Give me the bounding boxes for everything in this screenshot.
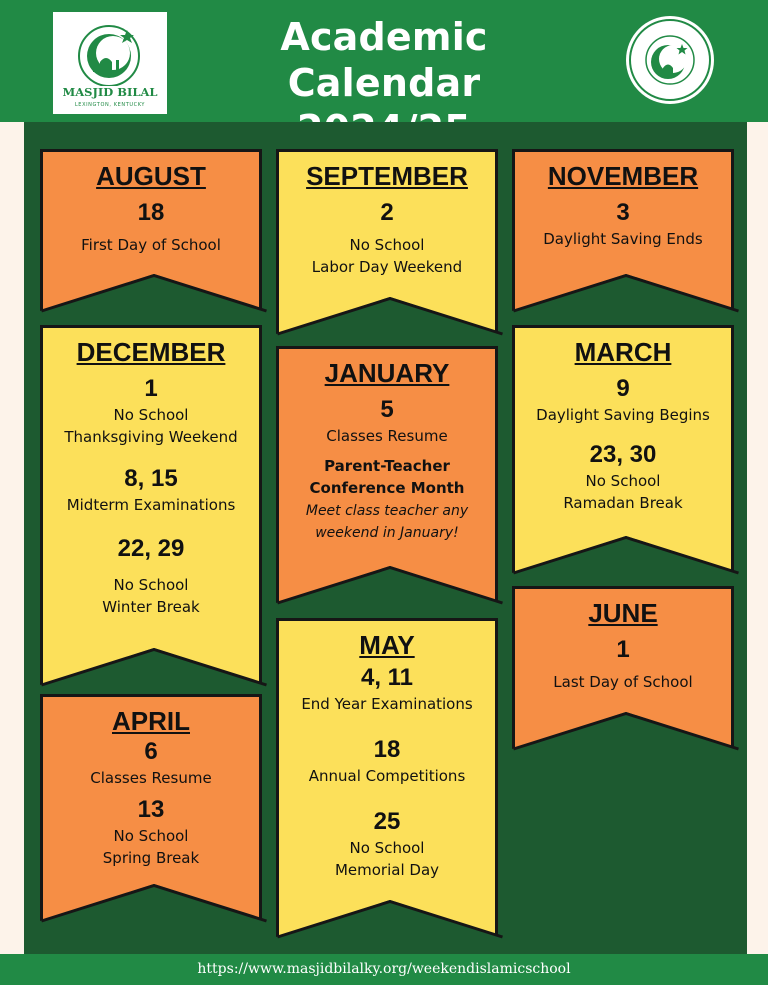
crescent-mosque-icon	[626, 16, 714, 104]
school-name: MASJID BILAL	[62, 85, 158, 99]
event-description: Memorial Day	[334, 861, 440, 879]
event-note: Meet class teacher any	[305, 503, 469, 519]
event-description: Annual Competitions	[308, 767, 466, 785]
month-name: APRIL	[112, 706, 190, 736]
month-card-may	[276, 618, 498, 942]
footer-bar	[0, 954, 768, 985]
month-card-december	[40, 325, 262, 690]
event-date: 22, 29	[117, 535, 185, 562]
event-description: Midterm Examinations	[66, 496, 236, 514]
event-description: Ramadan Break	[563, 494, 683, 512]
month-name: NOVEMBER	[547, 161, 699, 191]
event-date: 1	[616, 636, 630, 663]
banner-notch	[40, 884, 268, 926]
event-description: Spring Break	[102, 849, 200, 867]
event-note: weekend in January!	[315, 525, 459, 541]
event-highlight: Conference Month	[309, 479, 465, 497]
event-description: Daylight Saving Ends	[543, 230, 703, 248]
event-date: 8, 15	[124, 465, 178, 492]
weekend-islamic-school-logo	[53, 12, 167, 114]
month-card-november	[512, 149, 734, 316]
banner-notch	[512, 536, 740, 578]
event-date: 18	[373, 736, 401, 763]
banner-notch	[40, 648, 268, 690]
month-card-september	[276, 149, 498, 339]
event-description: No School	[113, 406, 189, 424]
event-description: Thanksgiving Weekend	[64, 428, 238, 446]
event-date: 2	[380, 199, 394, 226]
event-description: Winter Break	[102, 598, 200, 616]
event-description: Classes Resume	[90, 769, 212, 787]
event-description: Daylight Saving Begins	[536, 406, 710, 424]
school-location: LEXINGTON, KENTUCKY	[74, 102, 146, 108]
event-description: No School	[113, 827, 189, 845]
event-description: No School	[113, 576, 189, 594]
month-card-march	[512, 325, 734, 578]
month-name: DECEMBER	[76, 337, 226, 367]
event-date: 25	[373, 808, 401, 835]
event-description: End Year Examinations	[301, 695, 473, 713]
month-name: SEPTEMBER	[306, 161, 468, 191]
event-description: No School	[349, 839, 425, 857]
event-date: 18	[137, 199, 165, 226]
event-date: 1	[144, 375, 158, 402]
month-card-august	[40, 149, 262, 316]
event-date: 3	[616, 199, 630, 226]
event-date: 4, 11	[360, 664, 414, 691]
masjid-bilal-ibn-rabah-logo	[626, 16, 714, 104]
website-link[interactable]: https://www.masjidbilalky.org/weekendislamicschool	[197, 961, 571, 977]
event-date: 5	[380, 396, 394, 423]
banner-notch	[512, 274, 740, 316]
title-line-1: Academic Calendar	[280, 15, 488, 105]
event-description: Classes Resume	[326, 427, 448, 445]
header-bar	[0, 0, 768, 122]
banner-notch	[276, 566, 504, 608]
event-description: Last Day of School	[553, 673, 693, 691]
month-name: JUNE	[588, 598, 658, 628]
crescent-mosque-icon	[67, 16, 151, 86]
month-card-june	[512, 586, 734, 754]
month-card-april	[40, 694, 262, 926]
event-description: First Day of School	[81, 236, 221, 254]
banner-notch	[276, 297, 504, 339]
banner-notch	[512, 712, 740, 754]
event-date: 6	[144, 738, 158, 765]
month-name: MAY	[359, 630, 415, 660]
event-highlight: Parent-Teacher	[324, 457, 450, 475]
event-description: No School	[585, 472, 661, 490]
event-date: 13	[137, 796, 165, 823]
month-card-january	[276, 346, 498, 608]
month-name: MARCH	[574, 337, 672, 367]
event-date: 23, 30	[589, 441, 657, 468]
calendar-board	[24, 122, 747, 954]
event-date: 9	[616, 375, 630, 402]
month-name: JANUARY	[324, 358, 450, 388]
month-name: AUGUST	[96, 161, 206, 191]
event-description: Labor Day Weekend	[311, 258, 463, 276]
event-description: No School	[349, 236, 425, 254]
banner-notch	[40, 274, 268, 316]
banner-notch	[276, 900, 504, 942]
